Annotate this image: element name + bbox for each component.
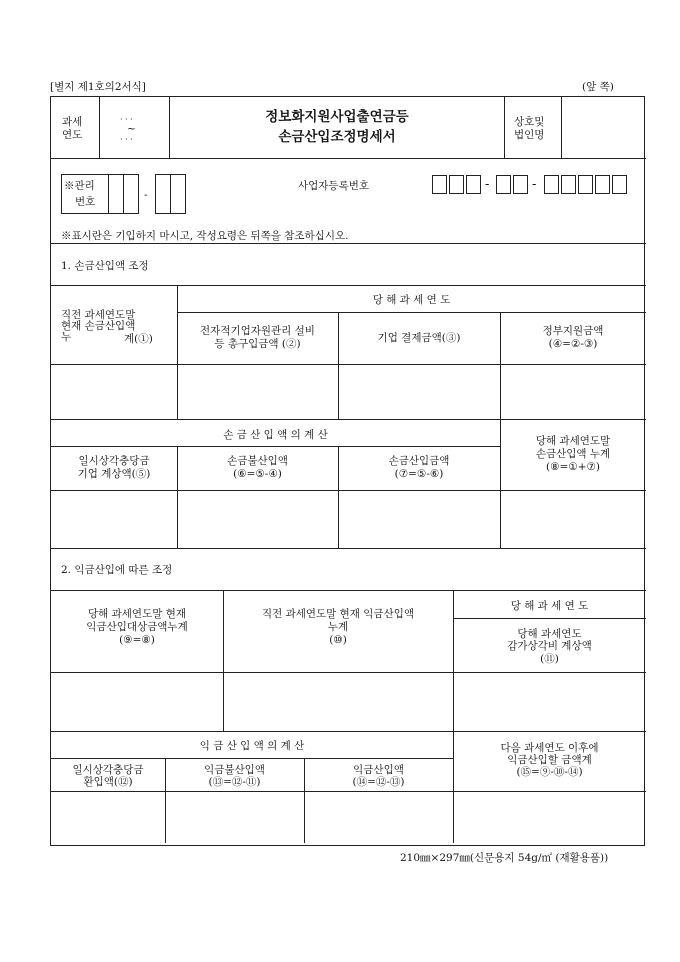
divider [51, 158, 646, 159]
biz-reg-digit-input[interactable] [513, 175, 528, 194]
divider [51, 490, 646, 491]
depreciation-expense-label: 당해 과세연도 [517, 628, 582, 640]
dash: - [532, 177, 537, 192]
biz-reg-digit-input[interactable] [561, 175, 576, 194]
depreciation-reserve-label: 일시상각충당금 [78, 455, 150, 467]
gov-support-label: (④=②-③) [548, 338, 598, 350]
mgmt-number-label: 번호 [75, 196, 96, 208]
biz-reg-digit-input[interactable] [432, 175, 447, 194]
company-payment-label: 기업 결제금액(③) [377, 332, 461, 344]
remaining-amount-input[interactable] [455, 793, 644, 841]
divider [177, 312, 646, 313]
year-end-cumulative-label: 손금산입액 누계 [535, 448, 611, 460]
company-name-label: 상호및 [514, 116, 545, 128]
biz-reg-digit-input[interactable] [612, 175, 627, 194]
prev-taxable-input[interactable] [225, 674, 451, 729]
notice-text: ※표시란은 기입하지 마시고, 작성요령은 뒤쪽을 참조하십시오. [61, 230, 349, 242]
prev-cumulative-label: 현재 손금산입액 [61, 320, 136, 332]
depreciation-reserve-input[interactable] [53, 492, 175, 546]
prev-taxable-label: (⑩) [329, 634, 347, 646]
prev-taxable-label: 누계 [327, 621, 349, 633]
section1-title: 1. 손금산입액 조정 [61, 260, 149, 272]
company-name-label: 법인명 [514, 129, 545, 141]
remaining-amount-label: (⑮=⑨-⑩-⑭) [516, 766, 583, 778]
mgmt-number-label: ※관리 [64, 180, 95, 192]
total-purchase-label: 전자적기업자원관리 설비 [200, 325, 315, 337]
current-year-header: 당 해 과 세 연 도 [372, 294, 451, 306]
form [50, 96, 645, 846]
tax-year-label: 과세 [62, 116, 83, 128]
biz-reg-digit-input[interactable] [449, 175, 464, 194]
reserve-reversal-input[interactable] [53, 793, 163, 841]
dash: - [485, 177, 490, 192]
biz-reg-label: 사업자등록번호 [298, 180, 370, 192]
divider [504, 97, 505, 158]
divider [99, 97, 100, 158]
company-name-field[interactable] [563, 99, 643, 156]
non-deductible-label: 손금불산입액 [227, 455, 288, 467]
prev-cumulative-label: 직전 과세연도말 [61, 309, 136, 321]
divider [51, 672, 646, 673]
deductible-amount-label: (⑦=⑤-⑥) [394, 468, 444, 480]
gov-support-input[interactable] [502, 366, 644, 417]
year-end-cumulative-label: 당해 과세연도말 [535, 435, 611, 447]
divider [453, 618, 646, 619]
divider [51, 791, 646, 792]
taxable-amount-label: (⑭=⑫-⑬) [352, 776, 405, 788]
year-end-cumulative-label: (⑧=①+⑦) [545, 461, 601, 473]
paper-spec: 210㎜×297㎜(신문용지 54g/㎡ (재활용품)) [400, 852, 609, 864]
remaining-amount-label: 다음 과세연도 이후에 [500, 742, 599, 754]
gov-support-label: 정부지원금액 [542, 325, 604, 337]
divider [51, 419, 646, 420]
page-side-label: (앞 쪽) [582, 81, 614, 93]
taxable-target-label: (⑨=⑧) [119, 634, 155, 646]
mgmt-number-input[interactable] [155, 174, 171, 214]
tax-year-start-field[interactable]: · · · [120, 115, 133, 124]
total-purchase-input[interactable] [179, 366, 336, 417]
biz-reg-digit-input[interactable] [496, 175, 511, 194]
deductible-calc-header: 손 금 산 입 액 의 계 산 [223, 429, 328, 441]
non-taxable-label: (⑬=⑫-⑪) [208, 776, 261, 788]
section2-title: 2. 익금산입에 따른 조정 [61, 564, 173, 576]
divider [51, 758, 453, 759]
prev-cumulative-label: 계(①) [124, 333, 153, 345]
divider [561, 97, 562, 158]
company-payment-input[interactable] [340, 366, 498, 417]
depreciation-reserve-label: 기업 계상액(⑤) [77, 468, 151, 480]
divider [51, 446, 500, 447]
year-end-cumulative-input[interactable] [502, 492, 644, 546]
divider [51, 364, 646, 365]
taxable-target-label: 익금산입대상금액누계 [86, 621, 188, 633]
deductible-amount-input[interactable] [340, 492, 498, 546]
biz-reg-digit-input[interactable] [578, 175, 593, 194]
form-code: [별지 제1호의2서식] [50, 81, 146, 93]
mgmt-number-input[interactable] [170, 174, 186, 214]
reserve-reversal-label: 일시상각충당금 [72, 764, 144, 776]
depreciation-expense-label: 감가상각비 계상액 [507, 640, 592, 652]
taxable-amount-input[interactable] [306, 793, 451, 841]
depreciation-expense-label: (⑪) [540, 653, 559, 665]
tax-year-label: 연도 [62, 129, 83, 141]
reserve-reversal-label: 환입액(⑫) [83, 776, 133, 788]
total-purchase-label: 등 총구입금액 (②) [214, 338, 301, 350]
mgmt-number-input[interactable] [123, 174, 139, 214]
current-year-header: 당 해 과 세 연 도 [510, 600, 589, 612]
deductible-amount-label: 손금산입금액 [388, 455, 450, 467]
non-taxable-label: 익금불산입액 [204, 764, 265, 776]
taxable-calc-header: 익 금 산 입 액 의 계 산 [199, 740, 305, 752]
divider [51, 243, 646, 244]
prev-cumulative-input[interactable] [53, 366, 175, 417]
form-title: 손금산입조정명세서 [278, 129, 396, 145]
divider [51, 285, 646, 286]
non-deductible-input[interactable] [179, 492, 336, 546]
tax-year-end-field[interactable]: · · · [120, 135, 133, 144]
prev-cumulative-label: 누 [61, 331, 72, 343]
dash: - [144, 189, 148, 201]
form-title: 정보화지원사업출연금등 [265, 109, 409, 125]
depreciation-expense-input[interactable] [455, 674, 644, 729]
non-taxable-input[interactable] [167, 793, 302, 841]
divider [51, 548, 646, 549]
remaining-amount-label: 익금산입할 금액계 [507, 754, 592, 766]
prev-taxable-label: 직전 과세연도말 현재 익금산입액 [261, 608, 414, 620]
divider [338, 312, 339, 419]
divider [51, 590, 646, 591]
biz-reg-digit-input[interactable] [466, 175, 481, 194]
mgmt-number-input[interactable] [108, 174, 124, 214]
tax-year-tilde: ~ [127, 123, 136, 135]
taxable-target-input[interactable] [53, 674, 221, 729]
biz-reg-digit-input[interactable] [544, 175, 559, 194]
divider [51, 731, 646, 732]
taxable-amount-label: 익금산입액 [353, 764, 404, 776]
non-deductible-label: (⑥=⑤-④) [233, 468, 282, 480]
biz-reg-digit-input[interactable] [595, 175, 610, 194]
taxable-target-label: 당해 과세연도말 현재 [88, 608, 186, 620]
